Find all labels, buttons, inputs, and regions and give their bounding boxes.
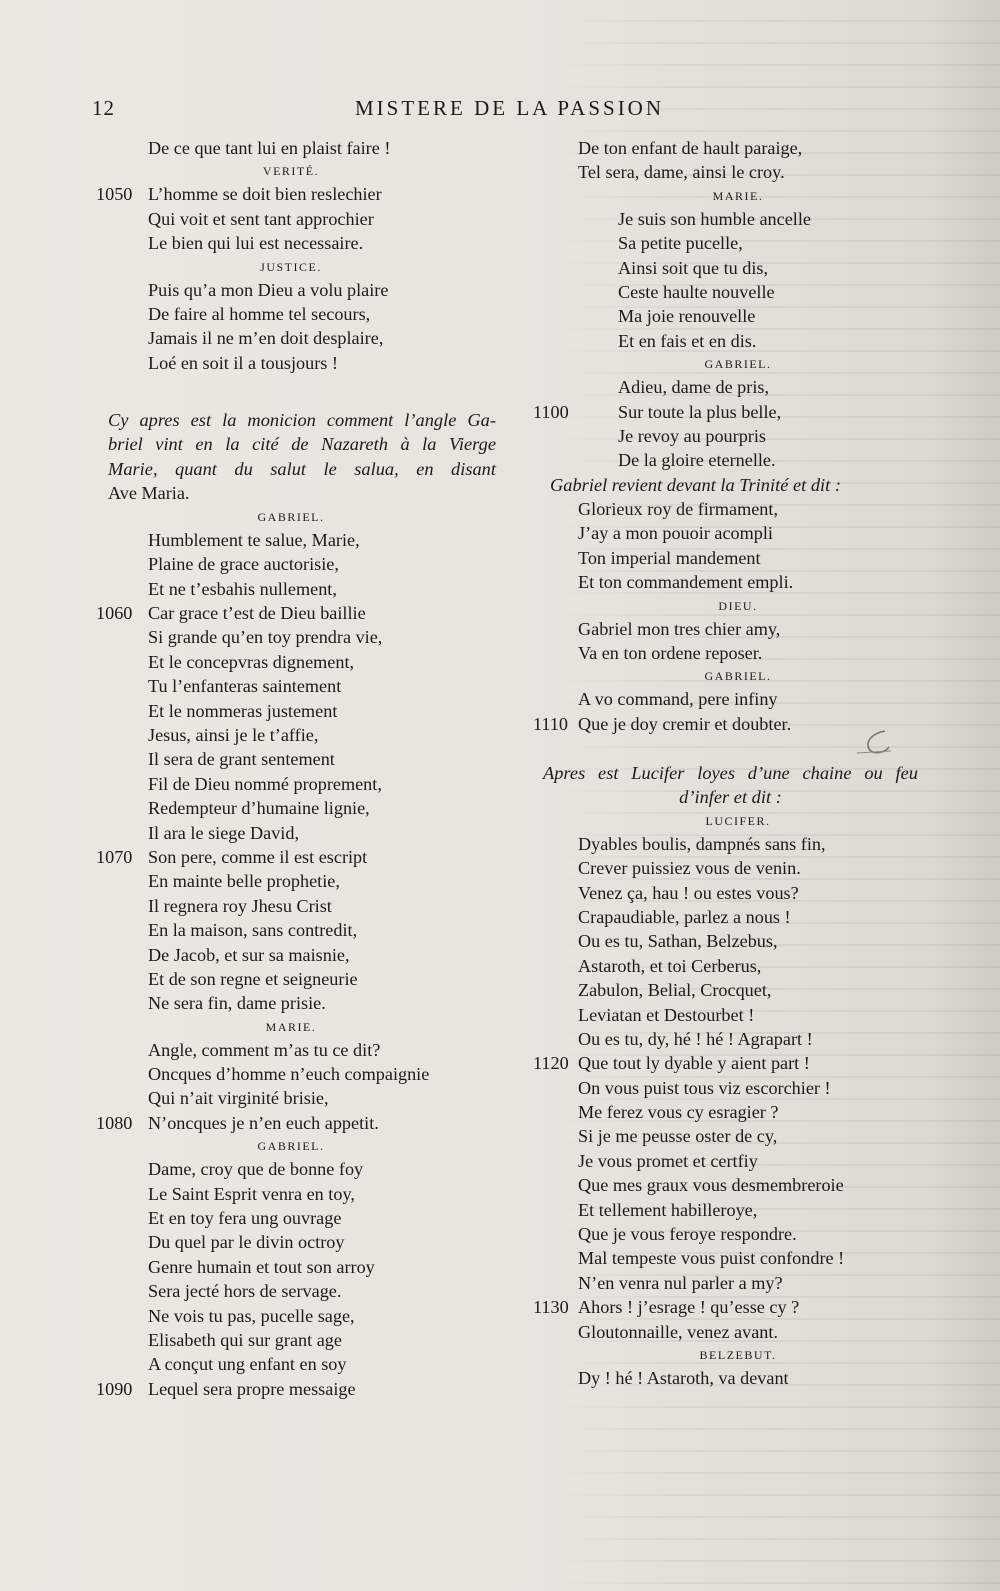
verse-line <box>96 577 516 601</box>
verse-text: Zabulon, Belial, Crocquet, <box>578 980 772 1001</box>
stage-direction-line: Marie, quant du salut le salua, en disant <box>108 458 496 479</box>
verse-text: Et en fais et en dis. <box>618 330 757 351</box>
verse-line <box>96 326 516 350</box>
verse-line <box>96 1111 516 1135</box>
line-number: 1130 <box>533 1297 569 1318</box>
verse-text: Car grace t’est de Dieu baillie <box>148 603 366 624</box>
verse-line <box>533 617 933 641</box>
speaker-name: DIEU. <box>718 598 758 613</box>
speaker-name: MARIE. <box>712 188 764 203</box>
verse-text: Et le concepvras dignement, <box>148 651 355 672</box>
verse-text: Dy ! hé ! Astaroth, va devant <box>578 1367 789 1388</box>
verse-text: L’homme se doit bien reslechier <box>148 184 382 205</box>
page-header <box>0 96 1000 122</box>
verse-line <box>96 552 516 576</box>
verse-text: Adieu, dame de pris, <box>618 377 770 398</box>
page-number: 12 <box>92 96 115 120</box>
verse-text: Redempteur d’humaine lignie, <box>148 798 370 819</box>
verse-text: Qui voit et sent tant approchier <box>148 208 374 229</box>
verse-line <box>533 207 933 231</box>
verse-text: J’ay a mon pouoir acompli <box>578 523 773 544</box>
verse-text: Et ton commandement empli. <box>578 572 794 593</box>
line-number: 1060 <box>96 603 133 624</box>
verse-line <box>96 302 516 326</box>
verse-line <box>533 136 933 160</box>
verse-line <box>533 448 933 472</box>
verse-line <box>533 1320 933 1344</box>
verse-line <box>96 821 516 845</box>
pencil-mark <box>855 727 895 753</box>
verse-text: Humblement te salue, Marie, <box>148 529 360 550</box>
verse-text: Ou es tu, dy, hé ! hé ! Agrapart ! <box>578 1028 813 1049</box>
verse-text: Astaroth, et toi Cerberus, <box>578 955 762 976</box>
speaker-name: GABRIEL. <box>704 669 772 684</box>
verse-line <box>96 182 516 206</box>
verse-line <box>533 1222 933 1246</box>
verse-text: Dame, croy que de bonne foy <box>148 1159 364 1180</box>
verse-line <box>96 351 516 375</box>
verse-line <box>96 278 516 302</box>
verse-text: Et tellement habilleroye, <box>578 1199 758 1220</box>
verse-line <box>533 929 933 953</box>
verse-line <box>96 1304 516 1328</box>
verse-line <box>96 918 516 942</box>
verse-text: Sa petite pucelle, <box>618 233 743 254</box>
verse-line <box>96 869 516 893</box>
verse-line <box>533 329 933 353</box>
line-number: 1110 <box>533 713 569 734</box>
verse-line <box>533 280 933 304</box>
verse-text: Je vous promet et certfiy <box>578 1150 758 1171</box>
line-number: 1120 <box>533 1053 569 1074</box>
verse-line <box>533 1003 933 1027</box>
verse-line <box>96 845 516 869</box>
verse-line <box>96 1352 516 1376</box>
verse-line <box>533 304 933 328</box>
verse-text: A conçut ung enfant en soy <box>148 1354 347 1375</box>
verse-line <box>533 1198 933 1222</box>
verse-text: Angle, comment m’as tu ce dit? <box>148 1039 381 1060</box>
verse-line <box>96 1230 516 1254</box>
line-number: 1050 <box>96 184 133 205</box>
verse-line <box>533 375 933 399</box>
left-column <box>96 136 516 1401</box>
verse-line <box>96 1182 516 1206</box>
verse-text: Ne sera fin, dame prisie. <box>148 993 326 1014</box>
verse-line <box>96 747 516 771</box>
verse-text: Le Saint Esprit venra en toy, <box>148 1183 355 1204</box>
verse-text: Et ne t’esbahis nullement, <box>148 578 337 599</box>
verse-line <box>96 991 516 1015</box>
verse-line <box>533 1051 933 1075</box>
speaker-name: VERITÉ. <box>262 164 320 179</box>
verse-text: De ce que tant lui en plaist faire ! <box>148 138 391 158</box>
verse-line <box>96 1328 516 1352</box>
verse-text: De Jacob, et sur sa maisnie, <box>148 944 350 965</box>
verse-line <box>533 687 933 711</box>
verse-line <box>96 207 516 231</box>
speaker-name: GABRIEL. <box>704 357 772 372</box>
verse-line <box>96 1086 516 1110</box>
verse-text: Gabriel mon tres chier amy, <box>578 618 781 639</box>
verse-text: Il sera de grant sentement <box>148 749 335 770</box>
verse-text: Et le nommeras justement <box>148 700 338 721</box>
line-number: 1080 <box>96 1112 133 1133</box>
speaker-name: GABRIEL. <box>257 1139 325 1154</box>
verse-text: On vous puist tous viz escorchier ! <box>578 1077 831 1098</box>
stage-direction-line: Apres est Lucifer loyes d’une chaine ou feu <box>543 762 918 783</box>
verse-line <box>96 967 516 991</box>
stage-direction <box>543 761 918 810</box>
verse-line <box>96 1279 516 1303</box>
verse-text: De la gloire eternelle. <box>618 450 776 471</box>
verse-text: Ma joie renouvelle <box>618 306 756 327</box>
verse-text: Qui n’ait virginité brisie, <box>148 1088 329 1109</box>
verse-text: Loé en soit il a tousjours ! <box>148 352 338 373</box>
verse-line <box>96 625 516 649</box>
speaker-name: LUCIFER. <box>705 813 771 828</box>
verse-text: Du quel par le divin octroy <box>148 1232 345 1253</box>
verse-line <box>96 1255 516 1279</box>
stage-direction <box>108 408 496 506</box>
verse-line <box>96 650 516 674</box>
verse-line <box>533 497 933 521</box>
verse-text: Ceste haulte nouvelle <box>618 281 775 302</box>
verse-line <box>96 1377 516 1401</box>
verse-text: Crever puissiez vous de venin. <box>578 858 801 879</box>
verse-text: Son pere, comme il est escript <box>148 846 368 867</box>
verse-text: Tel sera, dame, ainsi le croy. <box>578 162 785 183</box>
line-number: 1090 <box>96 1378 133 1399</box>
verse-text: Il regnera roy Jhesu Crist <box>148 895 332 916</box>
verse-line <box>533 1027 933 1051</box>
verse-line <box>533 160 933 184</box>
verse-line <box>96 528 516 552</box>
verse-line <box>533 856 933 880</box>
verse-line <box>533 570 933 594</box>
verse-text: Va en ton ordene reposer. <box>578 643 763 664</box>
verse-line <box>533 1295 933 1319</box>
line-number: 1070 <box>96 846 133 867</box>
verse-line <box>533 1366 933 1390</box>
speaker-name: JUSTICE. <box>260 259 322 274</box>
verse-text: En la maison, sans contredit, <box>148 920 358 941</box>
verse-line <box>533 521 933 545</box>
verse-text: Ou es tu, Sathan, Belzebus, <box>578 931 778 952</box>
verse-line <box>96 601 516 625</box>
verse-line <box>533 1100 933 1124</box>
verse-line <box>533 1124 933 1148</box>
verse-line <box>96 1206 516 1230</box>
stage-direction-latin: Ave Maria. <box>108 483 190 504</box>
verse-line <box>96 674 516 698</box>
verse-text: A vo command, pere infiny <box>578 689 778 710</box>
verse-line <box>533 400 933 424</box>
verse-text: Et de son regne et seigneurie <box>148 968 358 989</box>
verse-text: Elisabeth qui sur grant age <box>148 1330 342 1350</box>
verse-text: Jamais il ne m’en doit desplaire, <box>148 328 384 349</box>
verse-text: Que mes graux vous desmembreroie <box>578 1175 844 1196</box>
verse-line <box>96 1038 516 1062</box>
verse-line <box>533 1271 933 1295</box>
verse-line <box>96 231 516 255</box>
verse-line <box>533 424 933 448</box>
verse-text: Sur toute la plus belle, <box>618 401 782 422</box>
verse-text: Puis qu’a mon Dieu a volu plaire <box>148 279 389 300</box>
stage-direction-line: d’infer et dit : <box>679 787 782 808</box>
verse-text: De ton enfant de hault paraige, <box>578 138 803 158</box>
verse-line <box>533 641 933 665</box>
verse-line <box>533 256 933 280</box>
verse-text: Je suis son humble ancelle <box>618 208 811 229</box>
verse-line <box>96 699 516 723</box>
verse-text: Crapaudiable, parlez a nous ! <box>578 906 791 927</box>
verse-line <box>96 136 516 160</box>
verse-text: Fil de Dieu nommé proprement, <box>148 773 382 794</box>
verse-text: Jesus, ainsi je le t’affie, <box>148 725 319 746</box>
verse-line <box>96 943 516 967</box>
verse-line <box>533 881 933 905</box>
verse-line <box>533 546 933 570</box>
verse-text: Genre humain et tout son arroy <box>148 1256 375 1277</box>
verse-text: Sera jecté hors de servage. <box>148 1281 342 1302</box>
verse-text: Plaine de grace auctorisie, <box>148 554 339 575</box>
stanza-gap <box>96 375 516 399</box>
verse-line <box>96 796 516 820</box>
verse-text: Il ara le siege David, <box>148 822 299 843</box>
verse-text: Ahors ! j’esrage ! qu’esse cy ? <box>578 1297 800 1318</box>
verse-text: Que tout ly dyable y aient part ! <box>578 1053 810 1074</box>
verse-text: Venez ça, hau ! ou estes vous? <box>578 882 799 903</box>
verse-line <box>533 905 933 929</box>
verse-text: Que je doy cremir et doubter. <box>578 713 792 734</box>
verse-line <box>533 1149 933 1173</box>
verse-text: Si grande qu’en toy prendra vie, <box>148 627 383 648</box>
verse-text: Ne vois tu pas, pucelle sage, <box>148 1305 355 1326</box>
verse-text: Que je vous feroye respondre. <box>578 1224 797 1245</box>
verse-text: Me ferez vous cy esragier ? <box>578 1102 779 1123</box>
speaker-name: GABRIEL. <box>257 509 325 524</box>
verse-line <box>533 832 933 856</box>
verse-line <box>96 1062 516 1086</box>
verse-text: Oncques d’homme n’euch compaignie <box>148 1064 430 1085</box>
verse-text: Ainsi soit que tu dis, <box>618 257 769 278</box>
verse-line <box>96 723 516 747</box>
verse-line <box>533 954 933 978</box>
running-title: MISTERE DE LA PASSION <box>355 96 665 120</box>
verse-text: Et en toy fera ung ouvrage <box>148 1208 342 1229</box>
stage-direction-line: Cy apres est la monicion comment l’angle Ga- <box>108 409 496 430</box>
stage-direction: Gabriel revient devant la Trinité et dit : <box>550 474 841 495</box>
speaker-name: BELZEBUT. <box>699 1347 777 1362</box>
verse-text: Le bien qui lui est necessaire. <box>148 233 364 254</box>
verse-text: Si je me peusse oster de cy, <box>578 1126 778 1147</box>
verse-text: Glorieux roy de firmament, <box>578 499 779 520</box>
stage-direction-line: briel vint en la cité de Nazareth à la Vierge <box>108 434 496 455</box>
verse-text: N’oncques je n’en euch appetit. <box>148 1112 379 1133</box>
speaker-name: MARIE. <box>265 1019 317 1034</box>
verse-text: De faire al homme tel secours, <box>148 303 371 324</box>
verse-text: Ton imperial mandement <box>578 547 761 568</box>
verse-text: Tu l’enfanteras saintement <box>148 676 342 697</box>
verse-line <box>533 231 933 255</box>
verse-text: N’en venra nul parler a my? <box>578 1272 783 1293</box>
verse-line <box>96 1157 516 1181</box>
verse-line <box>96 894 516 918</box>
verse-line <box>533 1246 933 1270</box>
verse-text: Lequel sera propre messaige <box>148 1378 356 1399</box>
verse-text: Dyables boulis, dampnés sans fin, <box>578 833 826 854</box>
right-column <box>533 136 933 1390</box>
verse-text: En mainte belle prophetie, <box>148 871 340 892</box>
verse-text: Gloutonnaille, venez avant. <box>578 1321 778 1342</box>
verse-line <box>533 1173 933 1197</box>
verse-line <box>96 772 516 796</box>
verse-text: Je revoy au pourpris <box>618 425 766 446</box>
verse-line <box>533 1076 933 1100</box>
verse-text: Leviatan et Destourbet ! <box>578 1004 755 1025</box>
line-number: 1100 <box>533 401 569 422</box>
verse-line <box>533 978 933 1002</box>
verse-text: Mal tempeste vous puist confondre ! <box>578 1248 845 1269</box>
